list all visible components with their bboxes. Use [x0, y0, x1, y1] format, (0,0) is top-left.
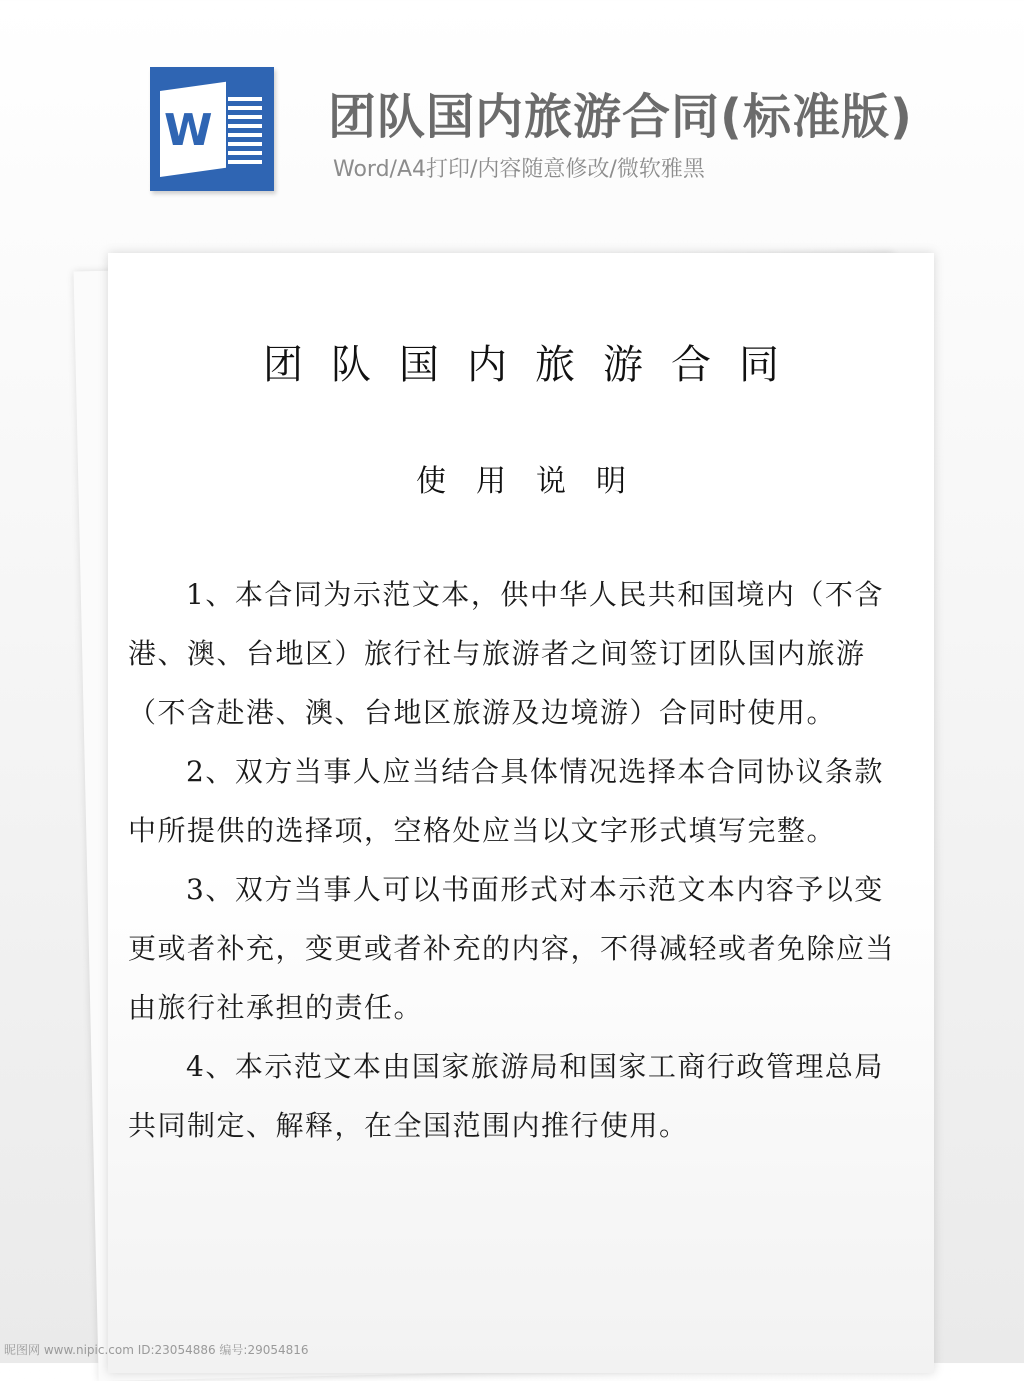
- logo-lines: [228, 97, 262, 167]
- paragraph: 3、双方当事人可以书面形式对本示范文本内容予以变更或者补充，变更或者补充的内容，不得减轻或者免除应当由旅行社承担的责任。: [128, 873, 896, 1024]
- paragraph: 2、双方当事人应当结合具体情况选择本合同协议条款中所提供的选择项，空格处应当以文字形式填写完整。: [128, 755, 884, 847]
- section-title: 使用说明: [416, 464, 656, 499]
- paragraph: 4、本示范文本由国家旅游局和国家工商行政管理总局共同制定、解释，在全国范围内推行使用。: [128, 1050, 884, 1142]
- document-page: [108, 253, 934, 1373]
- header: [0, 0, 1024, 230]
- watermark-footer: 昵图网 www.nipic.com ID:23054886 编号:29054816: [4, 1343, 309, 1357]
- page-title: 团队国内旅游合同(标准版): [328, 89, 913, 145]
- logo-letter: W: [164, 105, 213, 156]
- page-subtitle: Word/A4打印/内容随意修改/微软雅黑: [333, 157, 705, 182]
- word-document-icon: [150, 67, 274, 191]
- document-title: 团队国内旅游合同: [263, 342, 807, 388]
- paragraph: 1、本合同为示范文本，供中华人民共和国境内（不含港、澳、台地区）旅行社与旅游者之间签订团队国内旅游（不含赴港、澳、台地区旅游及边境游）合同时使用。: [128, 578, 884, 729]
